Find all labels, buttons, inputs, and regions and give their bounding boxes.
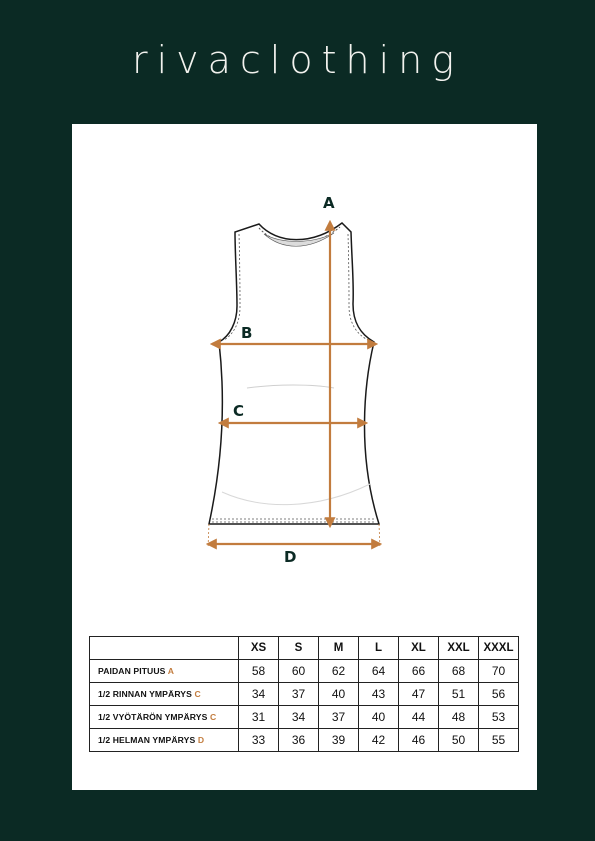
table-cell: 47: [399, 683, 439, 706]
table-cell: 37: [279, 683, 319, 706]
table-row: [90, 706, 519, 729]
label-a: A: [323, 194, 335, 212]
header-size: XXL: [439, 637, 479, 660]
table-cell: 34: [279, 706, 319, 729]
row-label: 1/2 HELMAN YMPÄRYS D: [90, 729, 239, 752]
header-size: L: [359, 637, 399, 660]
table-cell: 40: [319, 683, 359, 706]
table-cell: 42: [359, 729, 399, 752]
table-row: [90, 660, 519, 683]
label-c: C: [233, 402, 245, 420]
table-cell: 55: [479, 729, 519, 752]
header-size: S: [279, 637, 319, 660]
tank-top-measurement-diagram: [72, 124, 537, 574]
table-cell: 50: [439, 729, 479, 752]
table-cell: 40: [359, 706, 399, 729]
header-size: XXXL: [479, 637, 519, 660]
table-cell: 64: [359, 660, 399, 683]
label-b: B: [241, 324, 253, 342]
table-cell: 56: [479, 683, 519, 706]
table-row: [90, 729, 519, 752]
row-label: 1/2 RINNAN YMPÄRYS C: [90, 683, 239, 706]
label-d: D: [284, 548, 297, 566]
table-cell: 53: [479, 706, 519, 729]
header-size: M: [319, 637, 359, 660]
header-size: XS: [239, 637, 279, 660]
size-chart-table: [89, 636, 519, 752]
table-cell: 34: [239, 683, 279, 706]
table-cell: 46: [399, 729, 439, 752]
row-label: 1/2 VYÖTÄRÖN YMPÄRYS C: [90, 706, 239, 729]
header-size: XL: [399, 637, 439, 660]
table-cell: 33: [239, 729, 279, 752]
table-cell: 44: [399, 706, 439, 729]
row-label: PAIDAN PITUUS A: [90, 660, 239, 683]
brand-logo: rivaclothing: [131, 38, 464, 82]
table-cell: 48: [439, 706, 479, 729]
table-cell: 39: [319, 729, 359, 752]
table-cell: 60: [279, 660, 319, 683]
table-cell: 70: [479, 660, 519, 683]
table-cell: 43: [359, 683, 399, 706]
table-cell: 31: [239, 706, 279, 729]
table-cell: 36: [279, 729, 319, 752]
table-row: [90, 683, 519, 706]
table-cell: 62: [319, 660, 359, 683]
table-cell: 51: [439, 683, 479, 706]
table-cell: 68: [439, 660, 479, 683]
table-cell: 58: [239, 660, 279, 683]
size-header-row: [90, 637, 519, 660]
tank-top-outline: [209, 223, 379, 524]
header-blank-cell: [90, 637, 239, 660]
table-cell: 37: [319, 706, 359, 729]
table-cell: 66: [399, 660, 439, 683]
size-guide-card: [72, 124, 537, 790]
